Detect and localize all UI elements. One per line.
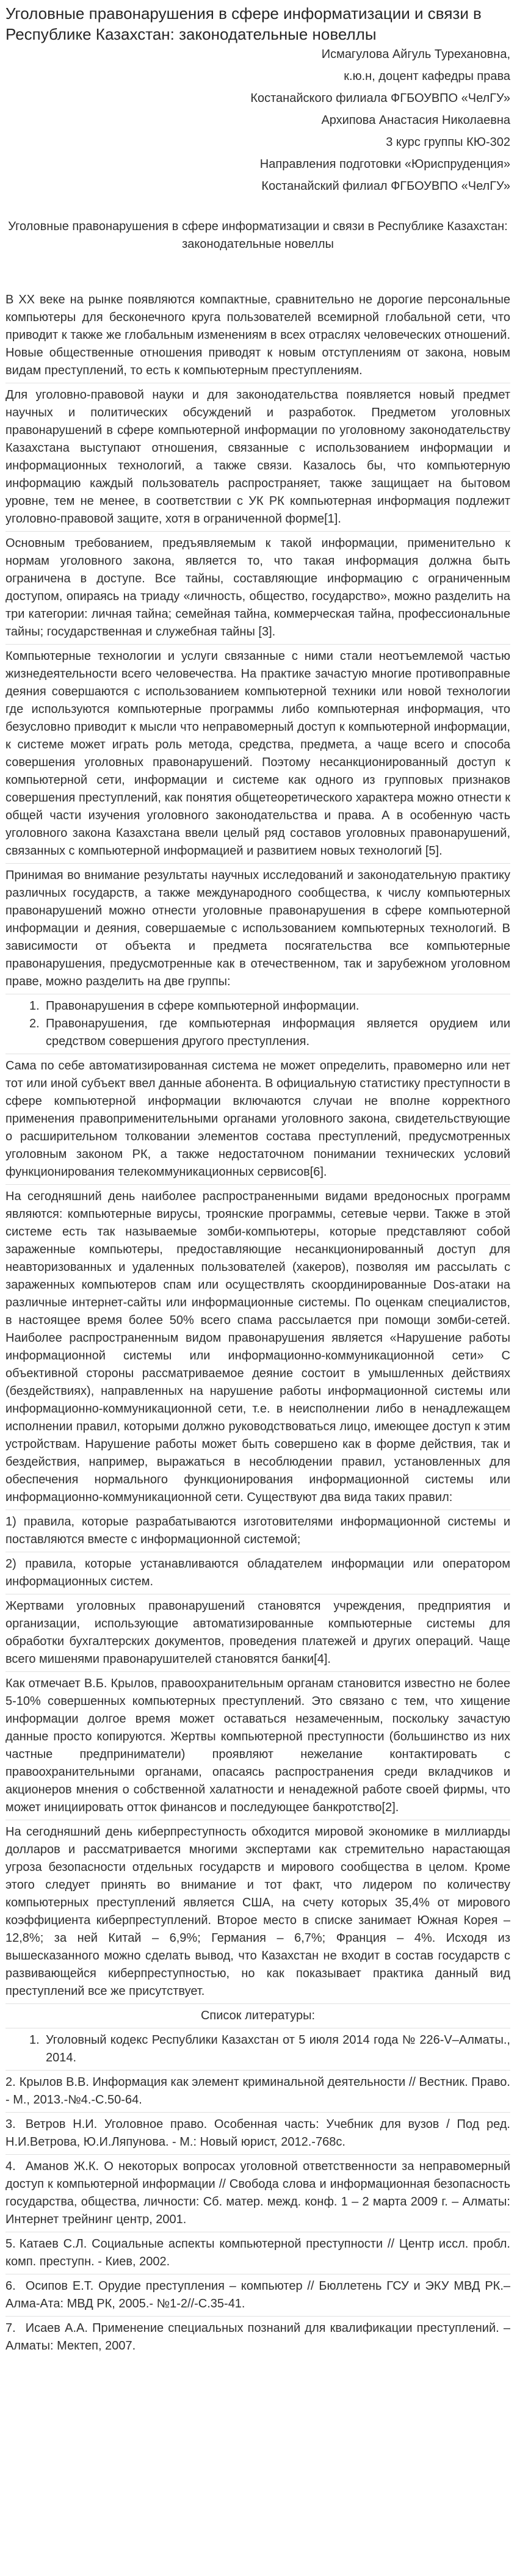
- reference-number: 1.: [29, 2033, 40, 2047]
- reference-text: Катаев С.Л. Социальные аспекты компьютерной преступности // Центр иссл. пробл. комп. преступн. - Киев, 2002.: [5, 2237, 510, 2268]
- author-line: к.ю.н, доцент кафедры права: [344, 70, 510, 83]
- author-line: Направления подготовки «Юриспруденция»: [259, 157, 510, 171]
- numbered-list: [5, 994, 510, 1054]
- list-item-number: 2.: [29, 1017, 40, 1030]
- body-paragraph: В XX веке на рынке появляются компактные, сравнительно не дорогие персональные компьютеры для бесконечного круга пользователей всемирной глобальной сети, что приводит к также же глобальным изменениям в всех отраслях человеческих отношений. Новые общественные отношения приводят к новым отступлениям от закона, новым видам преступлений, то есть к компьютерным преступлениям.: [5, 293, 510, 377]
- author-line: Исмагулова Айгуль Турехановна,: [321, 48, 510, 61]
- body-paragraph: Компьютерные технологии и услуги связанные с ними стали неотъемлемой частью жизнедеятельности всего человечества. На практике зачастую многие противоправные деяния совершаются с использованием компьютерной техники или новой технологии где используются компьютерные программы либо компьютерная информация, что безусловно приводит к мысли что неправомерный доступ к компьютерной информации, к системе может играть роль метода, средства, предмета, а чаще всего и способа совершения уголовных правонарушений. Поэтому несанкционированный доступ к компьютерной сети, информации и системе как одного из групповых признаков совершения преступлений, как понятия общетеоретического характера можно отнести к общей части изучения уголовного законодательства и права. А в особенную часть уголовного закона Казахстана ввели целый ряд составов уголовных правонарушений, связанных с компьютерной информацией и развитием новых технологий [5].: [5, 644, 510, 863]
- header-title: Уголовные правонарушения в сфере информатизации и связи в Республике Казахстан: законодательные новеллы: [5, 4, 482, 43]
- reference-item: [5, 2154, 510, 2232]
- body-paragraph: Принимая во внимание результаты научных исследований и законодательную практику различных государств, а также международного сообщества, к числу компьютерных правонарушений можно отнести уголовные правонарушения в сфере компьютерной информации и деяния, совершаемые с использованием компьютерных технологий. В зависимости от объекта и предмета посягательства все компьютерные правонарушения, предусмотренные как в отечественном, так и зарубежном уголовном праве, можно разделить на две группы:: [5, 863, 510, 994]
- author-line: Костанайский филиал ФГБОУВПО «ЧелГУ»: [261, 179, 510, 193]
- author-line: Архипова Анастасия Николаевна: [321, 114, 510, 127]
- reference-text: Крылов В.В. Информация как элемент криминальной деятельности // Вестник. Право. - М., 2013.-№4.-С.50-64.: [5, 2075, 510, 2107]
- body-paragraph: 1) правила, которые разрабатываются изготовителями информационной системы и поставляются вместе с информационной системой;: [5, 1510, 510, 1552]
- body-paragraph: На сегодняшний день киберпреступность обходится мировой экономике в миллиарды долларов и рассматривается многими экспертами как стремительно нарастающая угроза безопасности отдельных государств и мирового сообщества в целом. Кроме этого следует принять во внимание и тот факт, что лидером по количеству компьютерных преступлений является США, на счету которых 35,4% от мирового коэффициента киберпреступлений. Второе место в списке занимает Южная Корея – 12,8%; за ней Китай – 6,9%; Германия – 6,7%; Франция – 4%. Исходя из вышесказанного можно сделать вывод, что Казахстан не входит в состав государств с развивающейся киберпреступностью, но как показывает практика данный вид преступлений все же присутствует.: [5, 1820, 510, 2003]
- body-paragraph: Основным требованием, предъявляемым к такой информации, применительно к нормам уголовного закона, является то, что такая информация должна быть ограничена в доступе. Все тайны, составляющие информацию с ограниченным доступом, опираясь на триаду «личность, общество, государство», можно разделить на три категории: личная тайна; семейная тайна, коммерческая тайна, профессиональные тайны; государственная и служебная тайны [3].: [5, 531, 510, 644]
- author-line: 3 курс группы КЮ-302: [386, 136, 510, 149]
- reference-number: 2.: [5, 2075, 16, 2089]
- reference-number: 6.: [5, 2279, 16, 2293]
- reference-item: [5, 2274, 510, 2316]
- author-block: [5, 46, 510, 195]
- body-paragraph: 2) правила, которые устанавливаются обладателем информации или оператором информационных систем.: [5, 1552, 510, 1594]
- list-item-number: 1.: [29, 999, 40, 1013]
- reference-text: Ветров Н.И. Уголовное право. Особенная часть: Учебник для вузов / Под ред. Н.И.Ветрова, Ю.И.Ляпунова. - М.: Новый юрист, 2012.-768с.: [5, 2118, 510, 2149]
- reference-item: [5, 2028, 510, 2070]
- reference-item: [5, 2316, 510, 2358]
- reference-number: 5.: [5, 2237, 16, 2251]
- reference-text: Аманов Ж.К. О некоторых вопросах уголовной ответственности за неправомерный доступ к компьютерной информации // Свобода слова и информационная безопасность государства, общества, личности: Сб. матер. межд. конф. 1 – 2 марта 2009 г. – Алматы: Интернет трейнинг центр, 2001.: [5, 2160, 510, 2226]
- reference-number: 4.: [5, 2160, 16, 2173]
- reference-text: Уголовный кодекс Республики Казахстан от 5 июля 2014 года № 226-V–Алматы., 2014.: [46, 2033, 510, 2064]
- body-paragraph: Сама по себе автоматизированная система не может определить, правомерно или нет тот или иной субъект ввел данные абонента. В официальную статистику преступности в сфере компьютерной информации включаются случаи не вполне корректного применения правоприменительными органами уголовного закона, свидетельствующие о расширительном толковании элементов состава преступлений, предусмотренных уголовным законом РК, а также недостаточном понимании технических условий функционирования телекоммуникационных сервисов[6].: [5, 1054, 510, 1184]
- reference-item: [5, 2112, 510, 2154]
- reference-number: 7.: [5, 2321, 16, 2335]
- list-item: [5, 1015, 510, 1051]
- author-line: Костанайского филиала ФГБОУВПО «ЧелГУ»: [250, 92, 510, 105]
- reference-list-item: [5, 2031, 510, 2067]
- article-body: [5, 288, 510, 2358]
- list-item-text: Правонарушения в сфере компьютерной информации.: [46, 999, 360, 1013]
- reference-item: [5, 2070, 510, 2112]
- body-paragraph: Как отмечает В.Б. Крылов, правоохранительным органам становится известно не более 5-10% совершенных компьютерных преступлений. Это связано с тем, что хищение информации долгое время может оставаться незамеченным, поскольку зачастую данные просто копируются. Жертвы компьютерной преступности (большинство из них частные предприниматели) проявляют нежелание контактировать с правоохранительными органами, опасаясь распространения среди вкладчиков и акционеров мнения о собственной халатности и ненадежной работе своей фирмы, что может инициировать отток финансов и последующее банкротство[2].: [5, 1671, 510, 1820]
- reference-item: [5, 2232, 510, 2274]
- reference-text: Осипов Е.Т. Орудие преступления – компьютер // Бюллетень ГСУ и ЭКУ МВД РК.–Алма-Ата: МВД РК, 2005.- №1-2//-С.35-41.: [5, 2279, 510, 2310]
- list-item: [5, 997, 510, 1015]
- references-heading: Список литературы:: [5, 2003, 510, 2028]
- list-item-text: Правонарушения, где компьютерная информация является орудием или средством совершения другого преступления.: [46, 1017, 510, 1048]
- body-paragraph: Жертвами уголовных правонарушений становятся учреждения, предприятия и организации, использующие автоматизированные компьютерные системы для обработки бухгалтерских документов, проведения платежей и других операций. Чаще всего мишенями правонарушителей становятся банки[4].: [5, 1594, 510, 1671]
- article-title: Уголовные правонарушения в сфере информатизации и связи в Республике Казахстан: законодательные новеллы: [8, 220, 508, 251]
- body-paragraph: Для уголовно-правовой науки и для законодательства появляется новый предмет научных и политических обсуждений и разработок. Предметом уголовных правонарушений в сфере компьютерной информации по уголовному законодательству Казахстана выступают отношения, связанные с использованием информации и информационных технологий, а также связи. Казалось бы, что компьютерную информацию каждый пользователь распространяет, также защищает на бытовом уровне, тем не менее, в соответствии с УК РК компьютерная информация подлежит уголовно-правовой защите, хотя в ограниченной форме[1].: [5, 383, 510, 531]
- reference-number: 3.: [5, 2118, 16, 2131]
- reference-text: Исаев А.А. Применение специальных познаний для квалификации преступлений. – Алматы: Мектеп, 2007.: [5, 2321, 510, 2353]
- body-paragraph: На сегодняшний день наиболее распространенными видами вредоносных программ являются: компьютерные вирусы, троянские программы, сетевые черви. Также в этой системе есть так называемые зомби-компьютеры, которые представляют собой зараженные компьютеры, предоставляющие несанкционированный доступ для неавторизованных и удаленных пользователей (хакеров), позволяя им рассылать с зараженных компьютеров спам или осуществлять скоординированные Dos-атаки на различные интернет-сайты или информационные системы. По оценкам специалистов, в настоящее время более 50% всего спама рассылается при помощи зомби-сетей. Наиболее распространенным видом правонарушения является «Нарушение работы информационной системы или информационно-коммуникационной сети» С объективной стороны рассматриваемое деяние состоит в умышленных действиях (бездействиях), направленных на нарушение работы информационной системы или информационно-коммуникационной сети, т.е. в неисполнении либо в ненадлежащем исполнении правил, которыми должно руководствоваться лицо, имеющее доступ к этим устройствам. Нарушение работы может быть совершено как в форме действия, так и бездействия, например, выражаться в несоблюдении правил, установленных для обеспечения нормального функционирования информационной системы или информационно-коммуникационной сети. Существуют два вида таких правил:: [5, 1184, 510, 1510]
